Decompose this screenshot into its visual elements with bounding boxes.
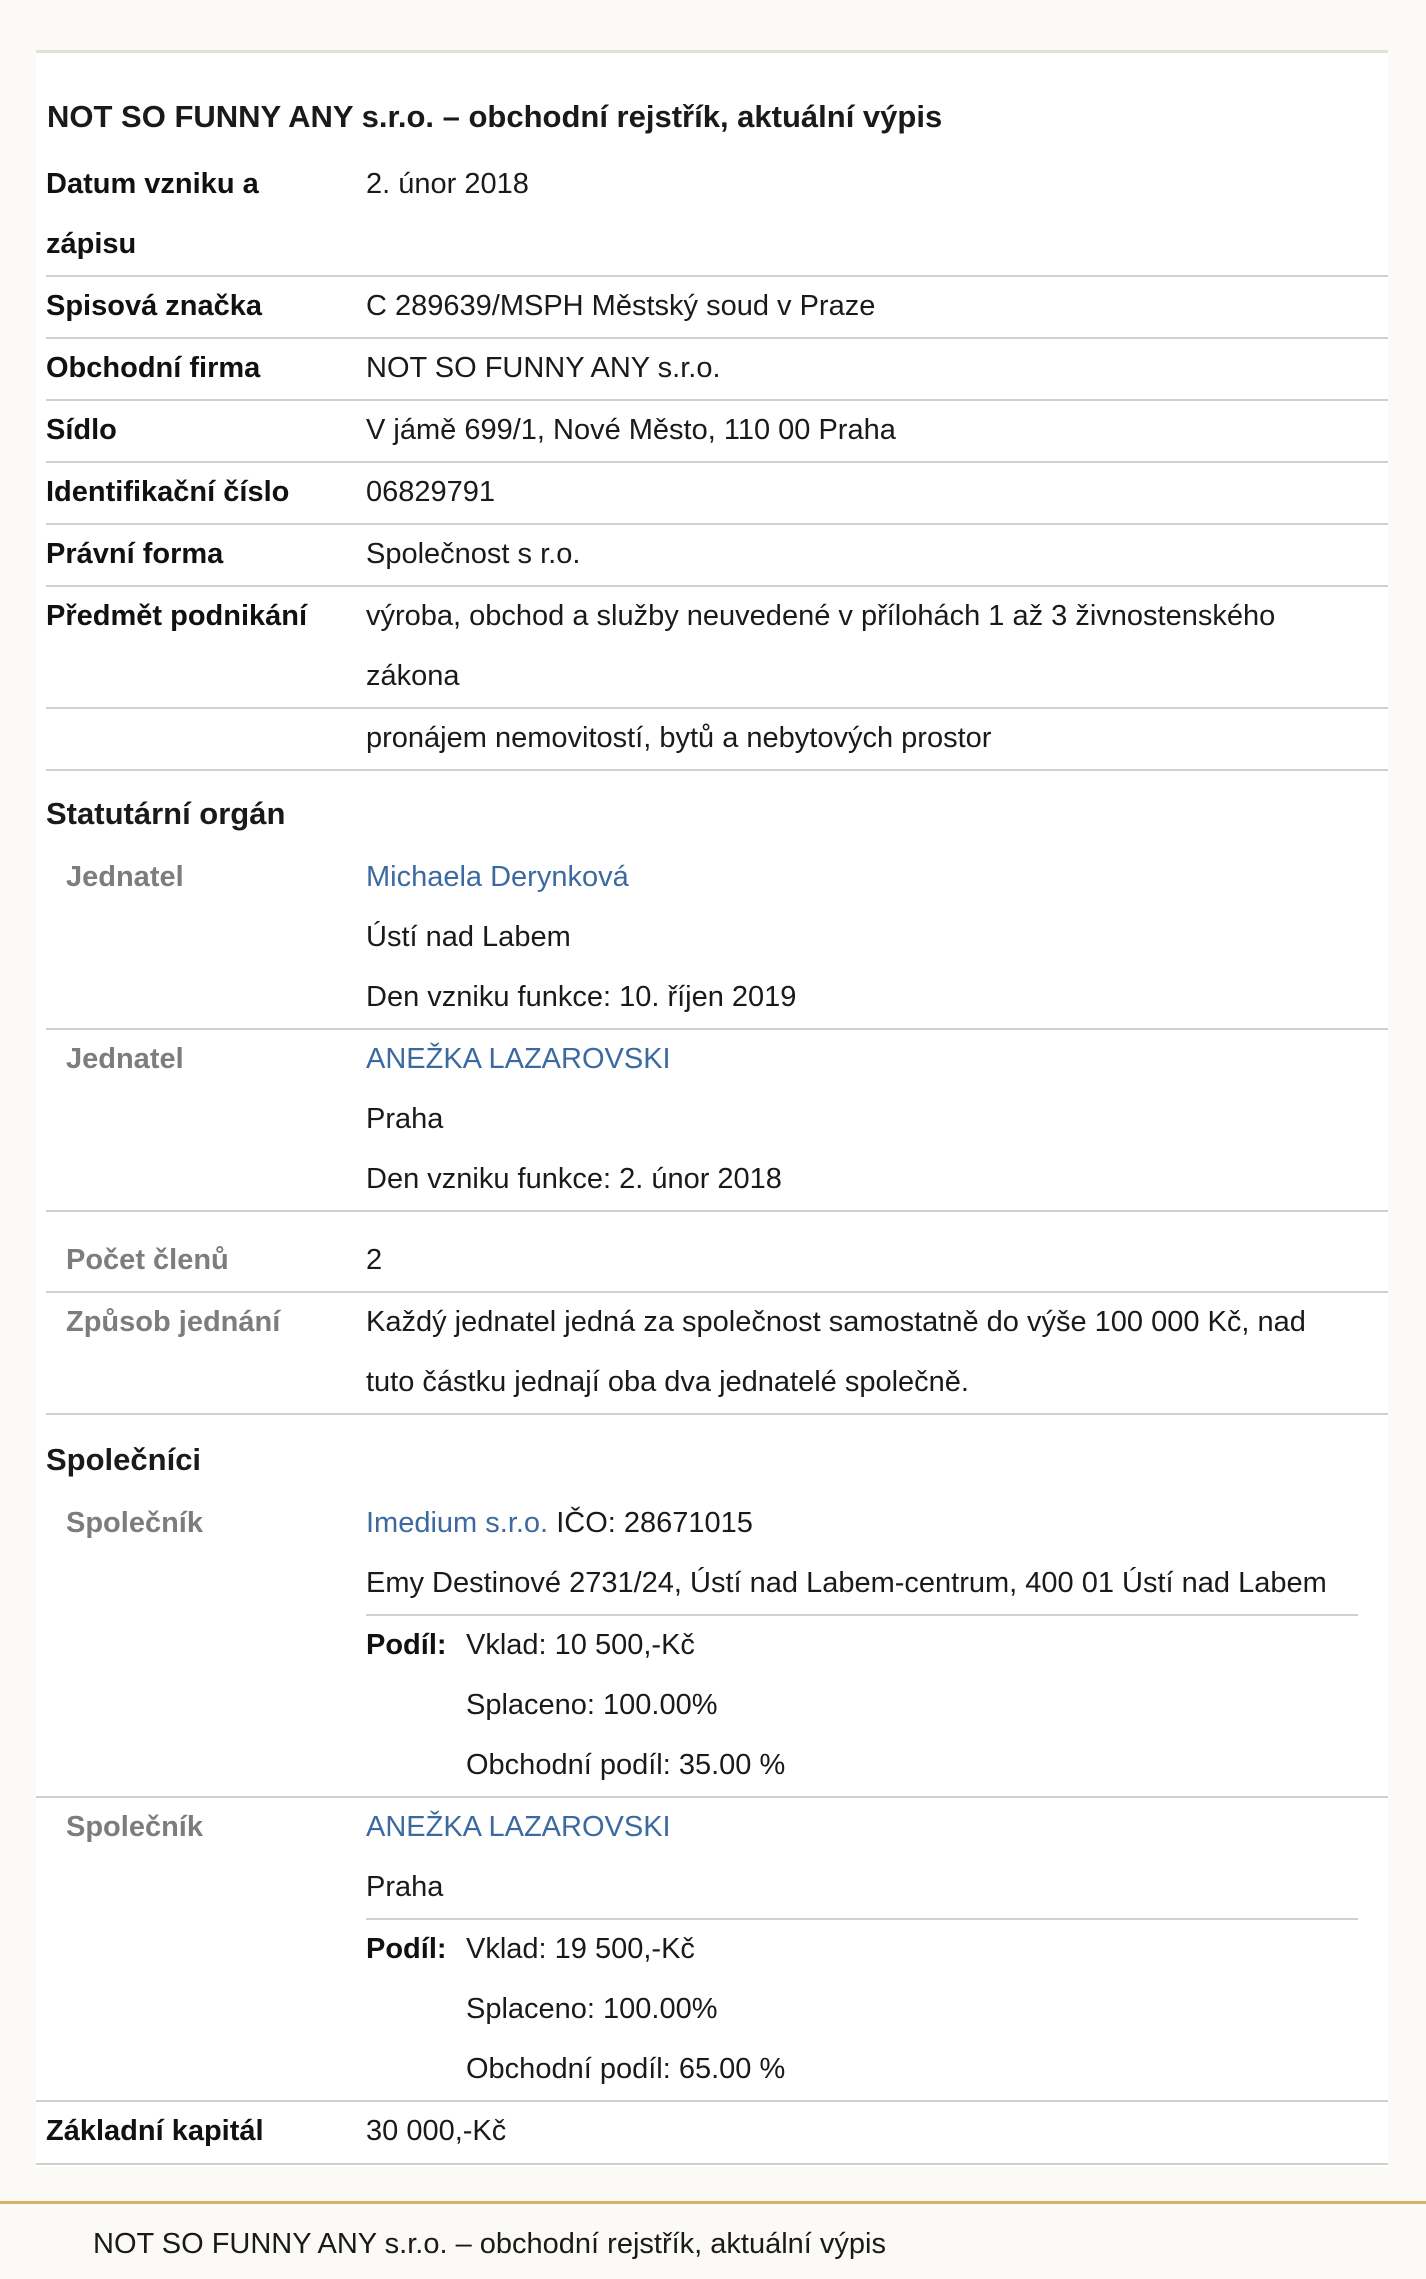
row-divider <box>46 1210 1388 1212</box>
partner-vklad: Vklad: 19 500,-Kč <box>466 1933 695 1965</box>
value-predmet-line1: výroba, obchod a služby neuvedené v přílohách 1 až 3 živnostenského <box>366 600 1276 632</box>
register-extract-card <box>36 50 1388 2167</box>
partner-name-link[interactable]: ANEŽKA LAZAROVSKI <box>366 1811 671 1843</box>
label-identifikacni-cislo: Identifikační číslo <box>46 476 290 508</box>
member-role: Jednatel <box>66 861 184 893</box>
member-name-link[interactable]: Michaela Derynková <box>366 861 629 893</box>
value-pravni-forma: Společnost s r.o. <box>366 538 581 570</box>
label-predmet-podnikani: Předmět podnikání <box>46 600 308 632</box>
row-divider <box>36 2100 1388 2102</box>
partner-divider <box>366 1918 1358 1920</box>
row-divider <box>46 1291 1388 1293</box>
member-role: Jednatel <box>66 1043 184 1075</box>
row-divider <box>36 2163 1388 2165</box>
value-predmet-2: pronájem nemovitostí, bytů a nebytových prostor <box>366 722 992 754</box>
value-predmet-line2: zákona <box>366 660 460 692</box>
partner-obchodni-podil: Obchodní podíl: 65.00 % <box>466 2053 786 2085</box>
member-since: Den vzniku funkce: 2. únor 2018 <box>366 1163 782 1195</box>
partner-role: Společník <box>66 1811 203 1843</box>
row-divider <box>36 1796 1388 1798</box>
member-since: Den vzniku funkce: 10. říjen 2019 <box>366 981 797 1013</box>
value-spisova-znacka: C 289639/MSPH Městský soud v Praze <box>366 290 876 322</box>
partner-divider <box>366 1614 1358 1616</box>
member-place: Ústí nad Labem <box>366 921 571 953</box>
value-zpusob-line1: Každý jednatel jedná za společnost samostatně do výše 100 000 Kč, nad <box>366 1306 1306 1338</box>
partner-ico: IČO: 28671015 <box>556 1507 753 1539</box>
partner-podil-label: Podíl: <box>366 1933 447 1965</box>
partner-name-row <box>366 1507 753 1540</box>
row-divider <box>46 585 1388 587</box>
value-identifikacni-cislo: 06829791 <box>366 476 496 508</box>
partner-address: Praha <box>366 1871 444 1903</box>
label-pravni-forma: Právní forma <box>46 538 224 570</box>
row-divider <box>46 1028 1388 1030</box>
partner-name-link[interactable]: Imedium s.r.o. <box>366 1507 549 1539</box>
partner-splaceno: Splaceno: 100.00% <box>466 1993 718 2025</box>
partner-vklad: Vklad: 10 500,-Kč <box>466 1629 695 1661</box>
value-datum-vzniku: 2. únor 2018 <box>366 168 529 200</box>
value-pocet-clenu: 2 <box>366 1244 383 1276</box>
row-divider <box>46 337 1388 339</box>
label-obchodni-firma: Obchodní firma <box>46 352 261 384</box>
partner-address: Emy Destinové 2731/24, Ústí nad Labem-centrum, 400 01 Ústí nad Labem <box>366 1567 1327 1599</box>
page-footer <box>0 2201 1426 2279</box>
page-title: NOT SO FUNNY ANY s.r.o. – obchodní rejstřík, aktuální výpis <box>47 99 943 134</box>
footer-text: NOT SO FUNNY ANY s.r.o. – obchodní rejstřík, aktuální výpis <box>93 2228 886 2260</box>
label-datum-vzniku-line2: zápisu <box>46 228 137 260</box>
label-zpusob-jednani: Způsob jednání <box>66 1306 281 1338</box>
partner-podil-label: Podíl: <box>366 1629 447 1661</box>
label-pocet-clenu: Počet členů <box>66 1244 229 1276</box>
row-divider <box>46 399 1388 401</box>
value-obchodni-firma: NOT SO FUNNY ANY s.r.o. <box>366 352 721 384</box>
member-name-link[interactable]: ANEŽKA LAZAROVSKI <box>366 1043 671 1075</box>
row-divider <box>46 523 1388 525</box>
value-zakladni-kapital: 30 000,-Kč <box>366 2115 507 2147</box>
label-sidlo: Sídlo <box>46 414 117 446</box>
label-datum-vzniku-line1: Datum vzniku a <box>46 168 259 200</box>
row-divider <box>46 707 1388 709</box>
partner-splaceno: Splaceno: 100.00% <box>466 1689 718 1721</box>
row-divider <box>46 1413 1388 1415</box>
partner-role: Společník <box>66 1507 203 1539</box>
section-heading-spolecnici: Společníci <box>46 1442 202 1477</box>
row-divider <box>46 275 1388 277</box>
row-divider <box>46 461 1388 463</box>
value-zpusob-line2: tuto částku jednají oba dva jednatelé společně. <box>366 1366 969 1398</box>
section-heading-statutarni-organ: Statutární orgán <box>46 796 286 831</box>
member-place: Praha <box>366 1103 444 1135</box>
row-divider <box>46 769 1388 771</box>
label-spisova-znacka: Spisová značka <box>46 290 262 322</box>
label-zakladni-kapital: Základní kapitál <box>46 2115 264 2147</box>
value-sidlo: V jámě 699/1, Nové Město, 110 00 Praha <box>366 414 896 446</box>
partner-obchodni-podil: Obchodní podíl: 35.00 % <box>466 1749 786 1781</box>
